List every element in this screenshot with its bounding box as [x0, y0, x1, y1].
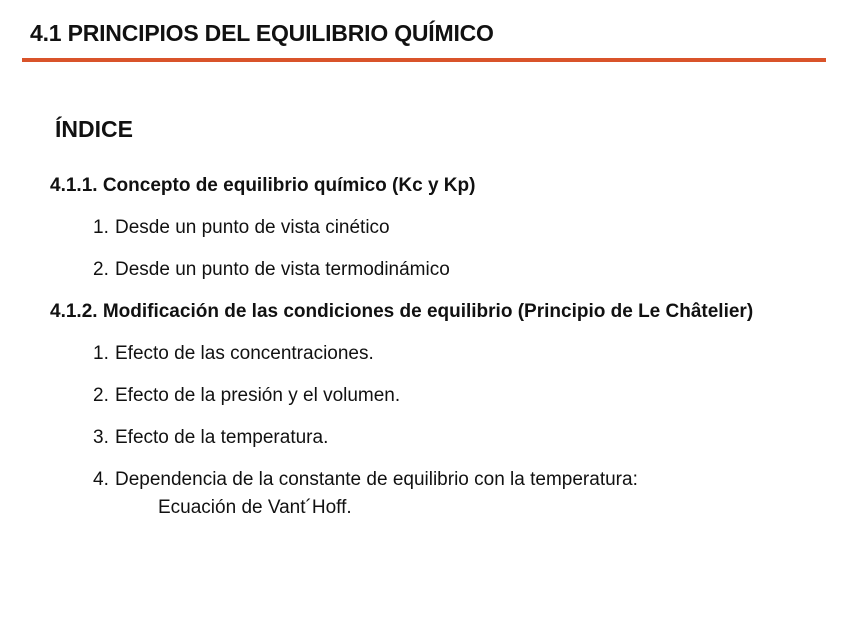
item-number: 2. — [93, 259, 109, 280]
item-number: 2. — [93, 385, 109, 406]
item-number: 3. — [93, 427, 109, 448]
list-item — [93, 466, 820, 522]
title-divider — [22, 58, 826, 62]
list-item — [93, 340, 820, 368]
item-text: Efecto de la presión y el volumen. — [115, 385, 401, 406]
item-number: 4. — [93, 469, 109, 490]
list-item — [93, 424, 820, 452]
item-text: Efecto de la temperatura. — [115, 427, 329, 448]
item-text: Desde un punto de vista cinético — [115, 217, 390, 238]
item-number: 1. — [93, 217, 109, 238]
item-text: Desde un punto de vista termodinámico — [115, 259, 450, 280]
list-item — [93, 382, 820, 410]
table-of-contents — [50, 172, 820, 536]
list-item — [93, 256, 820, 284]
slide-title: 4.1 PRINCIPIOS DEL EQUILIBRIO QUÍMICO — [30, 20, 494, 46]
item-text-group — [115, 466, 820, 522]
index-heading: ÍNDICE — [55, 116, 133, 142]
item-number: 1. — [93, 343, 109, 364]
item-continuation: Ecuación de Vant´Hoff. — [158, 497, 352, 518]
item-text: Efecto de las concentraciones. — [115, 343, 374, 364]
item-text: Dependencia de la constante de equilibrio con la temperatura: — [115, 469, 638, 490]
list-item — [93, 214, 820, 242]
section-4-1-1: 4.1.1. Concepto de equilibrio químico (Kc y Kp) — [50, 175, 476, 196]
section-4-1-2: 4.1.2. Modificación de las condiciones de equilibrio (Principio de Le Châtelier) — [50, 301, 754, 322]
